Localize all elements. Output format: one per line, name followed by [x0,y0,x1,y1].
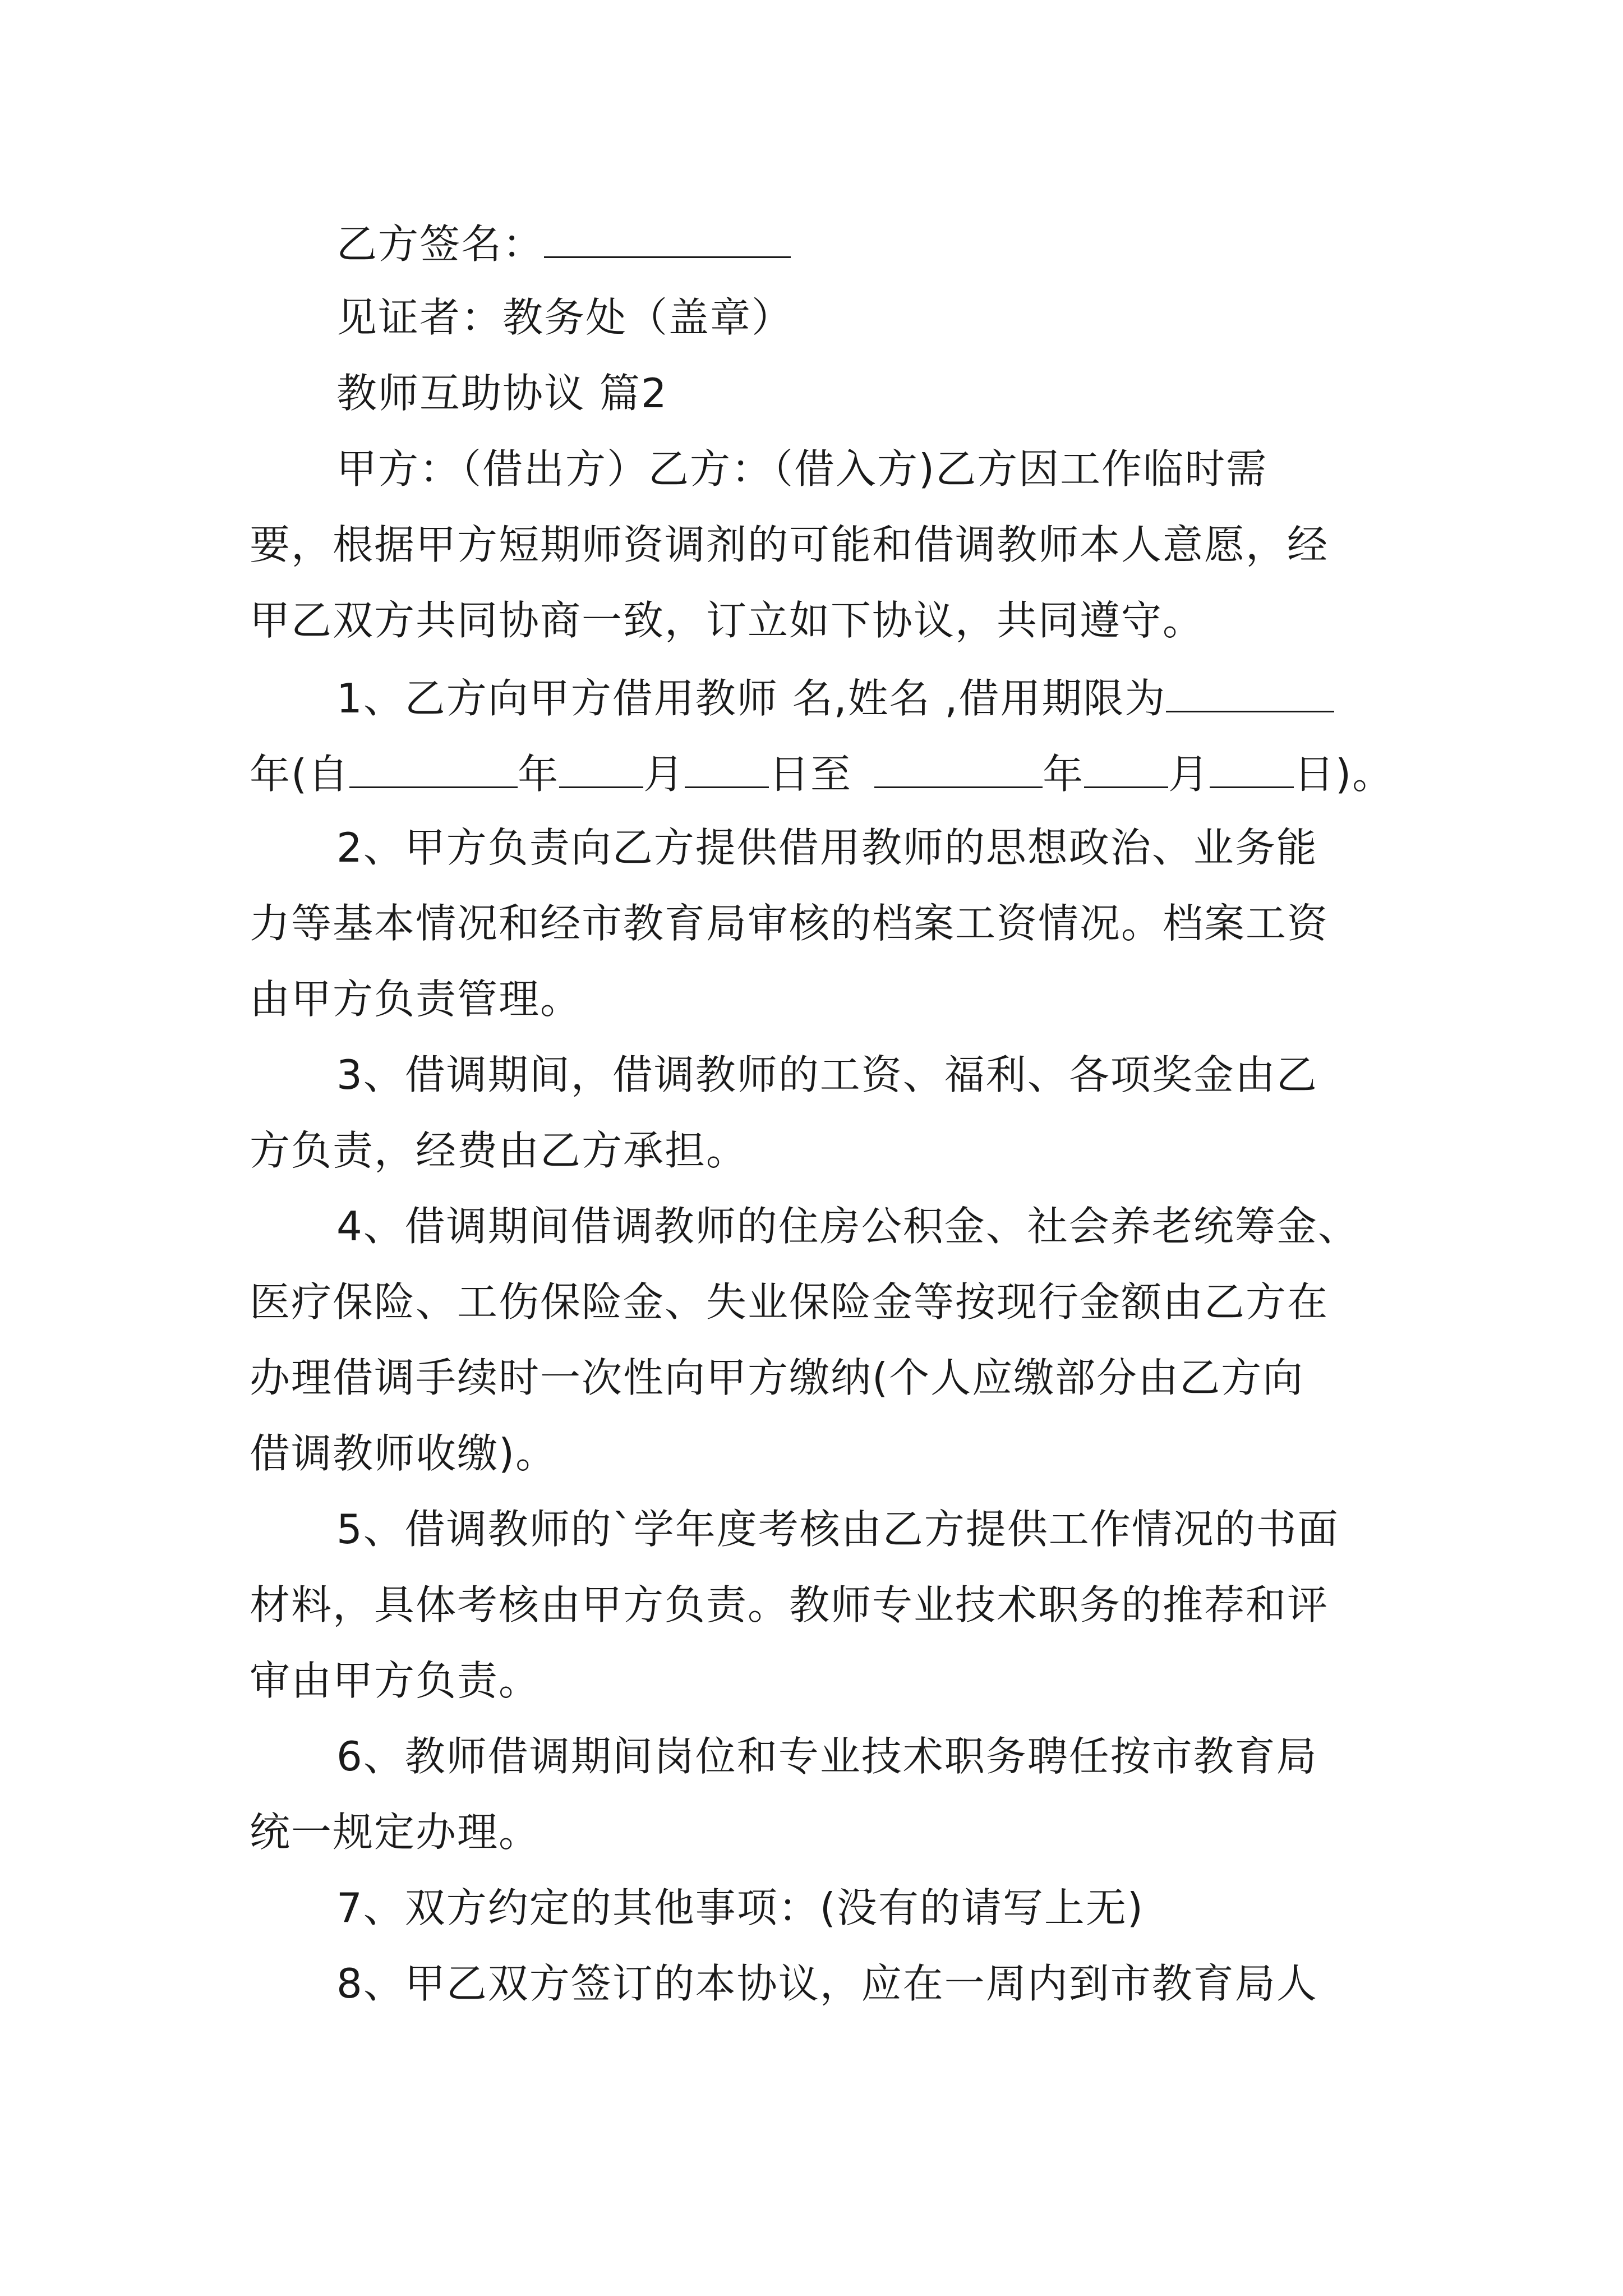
clause-4-line-3: 办理借调手续时一次性向甲方缴纳(个人应缴部分由乙方向 [250,1354,1304,1401]
loan-period-blank [1166,676,1334,712]
intro-line-1: 甲方：（借出方）乙方：（借入方)乙方因工作临时需 [336,445,1268,493]
start-year-blank [349,752,518,788]
clause-4-line-4: 借调教师收缴)。 [250,1430,557,1477]
clause-1-line-1 [0,675,1623,722]
date-seg-6: 月 [1168,751,1210,798]
clause-5-line-3: 审由甲方负责。 [250,1657,541,1704]
start-day-blank [685,752,769,788]
clause-3-line-2: 方负责，经费由乙方承担。 [250,1127,748,1174]
clause-2-line-1: 2、甲方负责向乙方提供借用教师的思想政治、业务能 [336,824,1318,871]
party-b-signature-blank [544,222,791,258]
clause-4-line-1: 4、借调期间借调教师的住房公积金、社会养老统筹金、 [336,1203,1359,1250]
clause-5-line-2: 材料，具体考核由甲方负责。教师专业技术职务的推荐和评 [250,1581,1329,1628]
section-title: 教师互助协议 篇2 [336,370,668,417]
clause-6-line-1: 6、教师借调期间岗位和专业技术职务聘任按市教育局 [336,1733,1318,1780]
clause-2-line-3: 由甲方负责管理。 [250,976,582,1023]
date-seg-3: 月 [643,751,685,798]
date-seg-4: 日至 [769,751,852,798]
clause-1-text: 1、乙方向甲方借用教师 名,姓名 ,借用期限为 [336,675,1166,722]
date-seg-2: 年 [518,751,560,798]
clause-3-line-1: 3、借调期间，借调教师的工资、福利、各项奖金由乙 [336,1051,1318,1098]
end-year-blank [874,752,1043,788]
clause-5-line-1: 5、借调教师的`学年度考核由乙方提供工作情况的书面 [336,1506,1339,1553]
intro-line-2: 要，根据甲方短期师资调剂的可能和借调教师本人意愿，经 [250,521,1329,568]
clause-7-line-1: 7、双方约定的其他事项：(没有的请写上无) [336,1884,1144,1931]
start-month-blank [559,752,643,788]
clause-4-line-2: 医疗保险、工伤保险金、失业保险金等按现行金额由乙方在 [250,1278,1329,1326]
clause-1-line-2 [0,751,1623,798]
end-month-blank [1084,752,1168,788]
clause-6-line-2: 统一规定办理。 [250,1809,541,1856]
intro-line-3: 甲乙双方共同协商一致，订立如下协议，共同遵守。 [250,597,1205,644]
clause-2-line-2: 力等基本情况和经市教育局审核的档案工资情况。档案工资 [250,900,1329,947]
witness-line: 见证者：教务处（盖章） [336,294,794,341]
clause-8-line-1: 8、甲乙双方签订的本协议，应在一周内到市教育局人 [336,1960,1318,2007]
end-day-blank [1210,752,1294,788]
party-b-signature-line [0,220,1623,268]
party-b-signature-label: 乙方签名： [336,220,545,268]
date-seg-7: 日)。 [1294,751,1394,798]
date-seg-5: 年 [1043,751,1085,798]
date-seg-1: 年(自 [250,751,350,798]
